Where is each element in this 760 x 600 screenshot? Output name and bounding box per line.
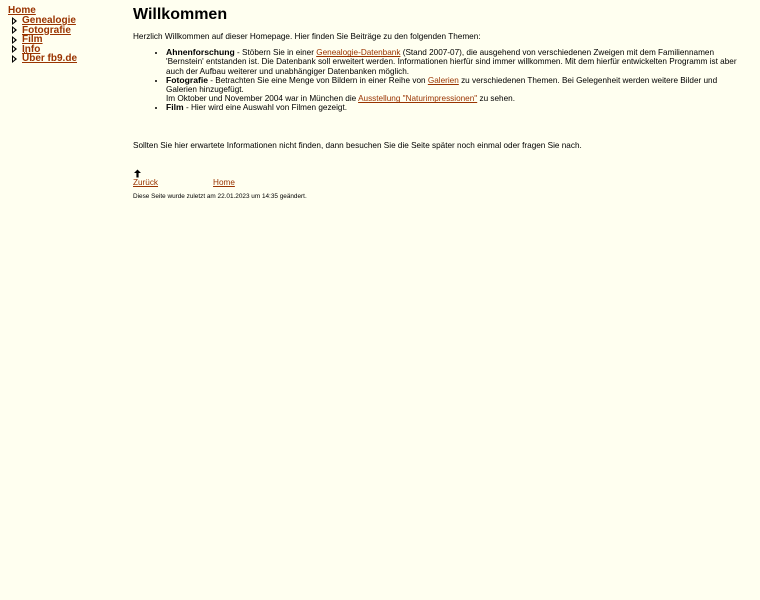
sidebar-nav: [8, 5, 128, 64]
arrow-up-icon[interactable]: [133, 165, 143, 175]
topic-text: - Stöbern Sie in einer: [234, 48, 317, 58]
topic-text: - Betrachten Sie eine Menge von Bildern in einer Reihe von: [208, 75, 428, 85]
topic-text: - Hier wird eine Auswahl von Filmen gezeigt.: [183, 103, 348, 113]
ausstellung-link[interactable]: Ausstellung "Naturimpressionen": [358, 94, 478, 104]
triangle-right-icon: [12, 45, 17, 53]
topic-fotografie: [166, 76, 743, 104]
sidebar-home-link[interactable]: Home: [8, 5, 36, 16]
intro-text: Herzlich Willkommen auf dieser Homepage. Hier finden Sie Beiträge zu den folgenden Themen:: [133, 32, 481, 41]
back-link[interactable]: Zurück: [133, 177, 159, 187]
genealogie-datenbank-link[interactable]: Genealogie-Datenbank: [316, 48, 401, 58]
topic-title: Film: [166, 102, 184, 113]
main-content: [133, 5, 743, 201]
galerien-link[interactable]: Galerien: [427, 75, 459, 85]
topic-ahnenforschung: [166, 48, 743, 76]
topic-text: zu verschiedenen Themen. Bei Gelegenheit werden weitere Bilder und Galerien hinzugefügt.: [166, 75, 718, 95]
page-title: Willkommen: [133, 6, 228, 23]
sidebar-link-ueber[interactable]: Über fb9.de: [22, 53, 78, 64]
last-updated-text: Diese Seite wurde zuletzt am 22.01.2023 um 14:35 geändert.: [133, 192, 307, 200]
topic-title: Ahnenforschung: [166, 47, 235, 58]
sidebar-link-genealogie[interactable]: Genealogie: [22, 15, 76, 26]
topic-title: Fotografie: [166, 74, 209, 85]
topic-text: (Stand 2007-07), die ausgehend von verschiedenen Zweigen mit dem Familiennamen 'Bernstein' entstanden ist. Die Datenbank soll erweitert werden. Informationen hierfür sind immer willkommen. Mit dem hierfür entwickelten Programm ist aber auch der Aufbau weiterer und unabhängiger Datenbanken möglich.: [166, 48, 737, 76]
triangle-right-icon: [12, 17, 17, 25]
triangle-right-icon: [12, 26, 17, 34]
topic-text: zu sehen.: [477, 94, 515, 104]
sidebar-link-fotografie[interactable]: Fotografie: [22, 24, 71, 36]
sidebar-link-film[interactable]: Film: [22, 34, 43, 45]
notfound-text: Sollten Sie hier erwartete Informationen nicht finden, dann besuchen Sie die Seite später noch einmal oder fragen Sie nach.: [133, 140, 582, 150]
triangle-right-icon: [12, 36, 17, 44]
triangle-right-icon: [12, 55, 17, 63]
sidebar-item-ueber: [8, 54, 128, 64]
topic-film: [166, 103, 743, 112]
footer-nav: [133, 178, 743, 188]
home-link[interactable]: Home: [213, 177, 235, 187]
topic-list: [133, 48, 743, 112]
topic-text: Im Oktober und November 2004 war in München die: [166, 94, 359, 104]
sidebar-link-info[interactable]: Info: [22, 43, 41, 55]
